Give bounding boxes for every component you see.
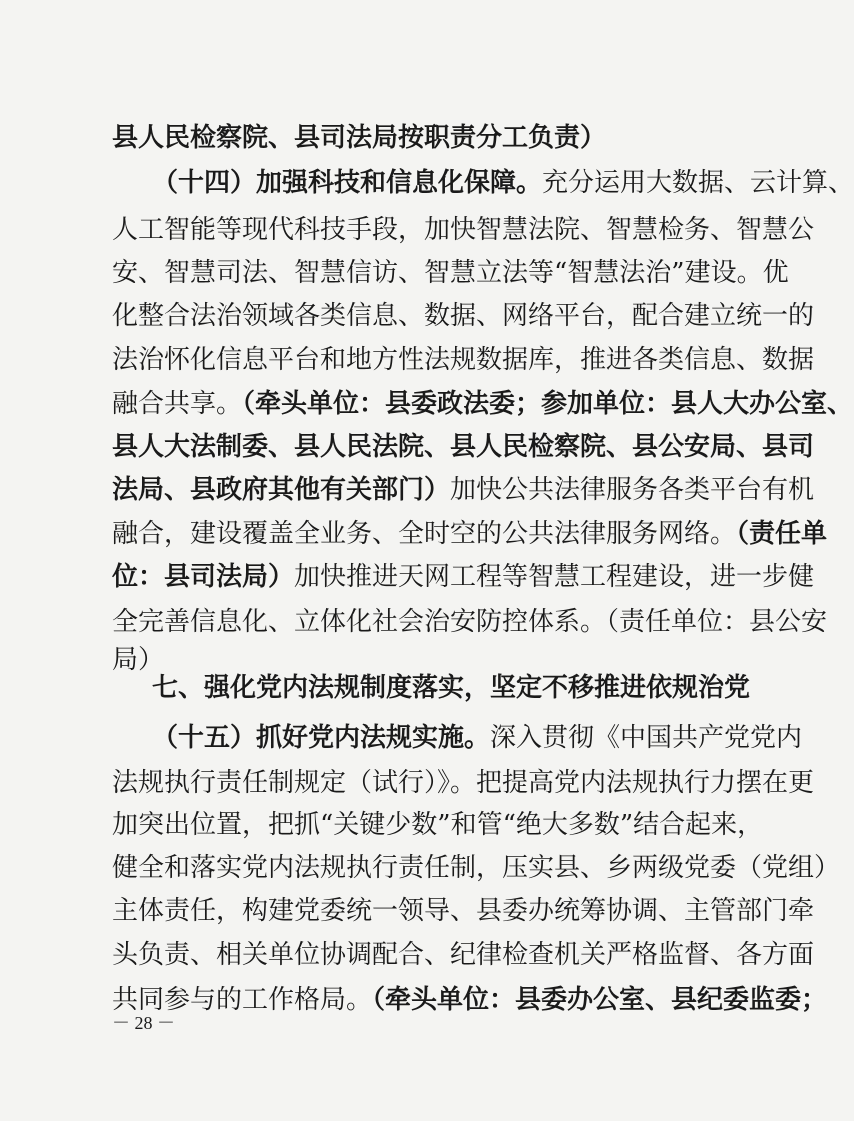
text-run: 共同参与的工作格局。	[112, 985, 373, 1015]
text-line	[112, 557, 815, 597]
text-run: 主体责任，构建党委统一领导、县委办统筹协调、主管部门牵	[112, 896, 815, 926]
text-run: 县人大法制委、县人民法院、县人民检察院、县公安局、县司	[112, 432, 815, 462]
text-run: （十五）抓好党内法规实施。	[152, 723, 491, 753]
text-line	[112, 805, 764, 845]
text-run: （十四）加强科技和信息化保障。	[152, 168, 543, 198]
text-line	[112, 253, 789, 293]
text-run: （牵头单位：县委办公室、县纪委监委；	[372, 985, 828, 1015]
text-line	[112, 427, 815, 467]
text-line	[112, 891, 815, 931]
text-run: 充分运用大数据、云计算、	[542, 168, 854, 198]
text-run: 加突出位置，把抓“关键少数”和管“绝大多数”结合起来，	[112, 810, 764, 840]
text-run: 局）	[112, 645, 165, 675]
text-run: 加快公共法律服务各类平台有机	[450, 475, 815, 505]
text-line	[112, 470, 815, 510]
text-run: 法规执行责任制规定（试行）》。把提高党内法规执行力摆在更	[112, 768, 815, 798]
text-run: （责任单	[736, 519, 828, 549]
text-run: 安、智慧司法、智慧信访、智慧立法等“智慧法治”建设。优	[112, 258, 789, 288]
text-line	[112, 848, 841, 888]
text-run: 全完善信息化、立体化社会治安防控体系。（责任单位：县公安	[112, 607, 828, 637]
text-run: 深入贯彻《中国共产党党内	[490, 723, 803, 753]
text-line	[112, 384, 854, 424]
text-run: （牵头单位：县委政法委；参加单位：县人大办公室、	[242, 389, 854, 419]
text-line	[112, 296, 815, 336]
text-run: 化整合法治领域各类信息、数据、网络平台，配合建立统一的	[112, 301, 815, 331]
text-run: 加快推进天网工程等智慧工程建设，进一步健	[294, 562, 815, 592]
text-line	[152, 718, 803, 758]
text-run: 位：县司法局）	[112, 562, 295, 592]
text-run: 县人民检察院、县司法局按职责分工负责）	[112, 123, 607, 153]
text-line	[112, 118, 712, 158]
text-line	[112, 602, 828, 642]
text-run: 七、强化党内法规制度落实，坚定不移推进依规治党	[152, 673, 751, 703]
text-run: 健全和落实党内法规执行责任制，压实县、乡两级党委（党组）	[112, 853, 841, 883]
text-run: 头负责、相关单位协调配合、纪律检查机关严格监督、各方面	[112, 940, 815, 970]
text-run: 法治怀化信息平台和地方性法规数据库，推进各类信息、数据	[112, 345, 815, 375]
text-run: 法局、县政府其他有关部门）	[112, 475, 451, 505]
text-run: 融合，建设覆盖全业务、全时空的公共法律服务网络。	[112, 519, 737, 549]
page-number: － 28 －	[112, 1013, 175, 1033]
text-run: 融合共享。	[112, 389, 243, 419]
section-heading	[152, 668, 752, 708]
text-line	[112, 763, 815, 803]
text-line	[112, 935, 815, 975]
text-line	[112, 514, 828, 554]
text-run: 人工智能等现代科技手段，加快智慧法院、智慧检务、智慧公	[112, 215, 815, 245]
text-line	[112, 340, 815, 380]
text-line	[112, 210, 815, 250]
text-line	[152, 163, 854, 203]
text-line	[112, 980, 828, 1020]
